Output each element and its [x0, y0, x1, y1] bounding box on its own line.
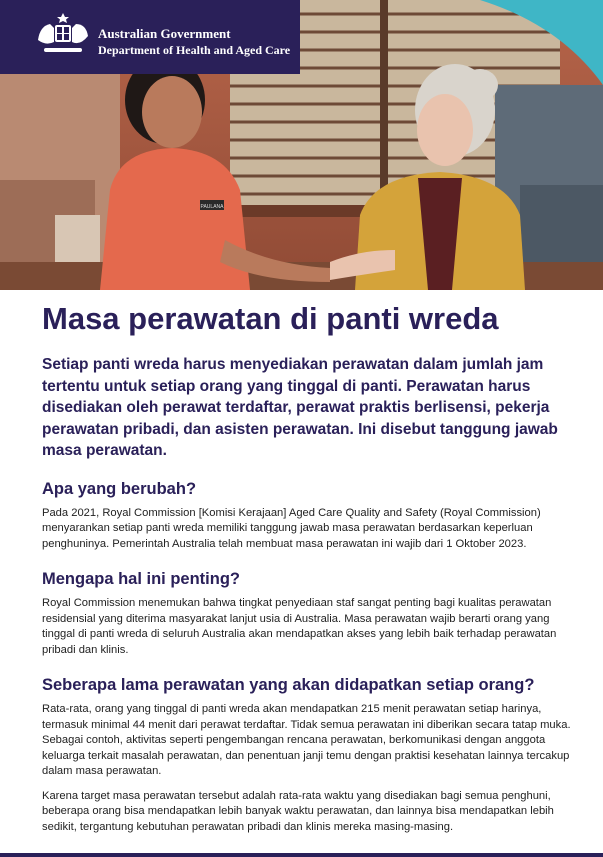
commonwealth-coat-of-arms-icon [34, 10, 92, 56]
section-heading-how-long: Seberapa lama perawatan yang akan didapatkan setiap orang? [42, 676, 535, 694]
lead-paragraph: Setiap panti wreda harus menyediakan perawatan dalam jumlah jam tertentu untuk setiap orang yang tinggal di panti. Perawatan harus disediakan oleh perawat terdaftar, perawat praktis berlisensi, pekerja perawatan pribadi, dan asisten perawatan. Ini disebut tanggung jawab masa perawatan. [42, 356, 558, 459]
section-paragraph: Pada 2021, Royal Commission [Komisi Kerajaan] Aged Care Quality and Safety (Royal Commission) menyarankan setiap panti wreda memiliki tanggung jawab masa perawatan berdasarkan keperluan penghuninya. Pemerintah Australia telah membuat masa perawatan ini wajib dari 1 Oktober 2023. [42, 506, 541, 550]
government-banner [0, 0, 300, 74]
bottom-rule [0, 853, 603, 857]
main-content [42, 296, 572, 835]
name-badge: PAULANA [200, 204, 224, 210]
section-heading-what-changed: Apa yang berubah? [42, 479, 197, 498]
section-heading-why-important: Mengapa hal ini penting? [42, 570, 240, 588]
page-title: Masa perawatan di panti wreda [42, 301, 499, 336]
section-paragraph: Karena target masa perawatan tersebut adalah rata-rata waktu yang disediakan bagi semua penghuni, beberapa orang bisa mendapatkan lebih banyak waktu perawatan, dan lainnya bisa mendapatkan lebih sedikit, tergantung kebutuhan perawatan pribadi dan klinis mereka masing-masing. [42, 789, 554, 833]
section-paragraph: Rata-rata, orang yang tinggal di panti wreda akan mendapatkan 215 menit perawatan setiap harinya, termasuk minimal 44 menit dari perawat terdaftar. Tidak semua perawatan ini diberikan secara tatap muka. Sebagai contoh, aktivitas seperti pengembangan rencana perawatan, berkomunikasi dengan anggota keluarga terkait masalah perawatan, dan penentuan janji temu dengan praktisi kesehatan lainnya tercakup dalam masa perawatan. [42, 703, 571, 777]
government-name: Australian Government [98, 26, 231, 41]
hero-photo [0, 0, 603, 290]
department-name: Department of Health and Aged Care [98, 43, 291, 57]
section-paragraph: Royal Commission menemukan bahwa tingkat penyediaan staf sangat penting bagi kualitas perawatan residensial yang diterima masyarakat lanjut usia di Australia. Masa perawatan wajib berarti orang yang tinggal di panti wreda di seluruh Australia akan mendapatkan akses yang lebih baik terhadap perawatan pribadi dan klinis. [42, 597, 557, 656]
